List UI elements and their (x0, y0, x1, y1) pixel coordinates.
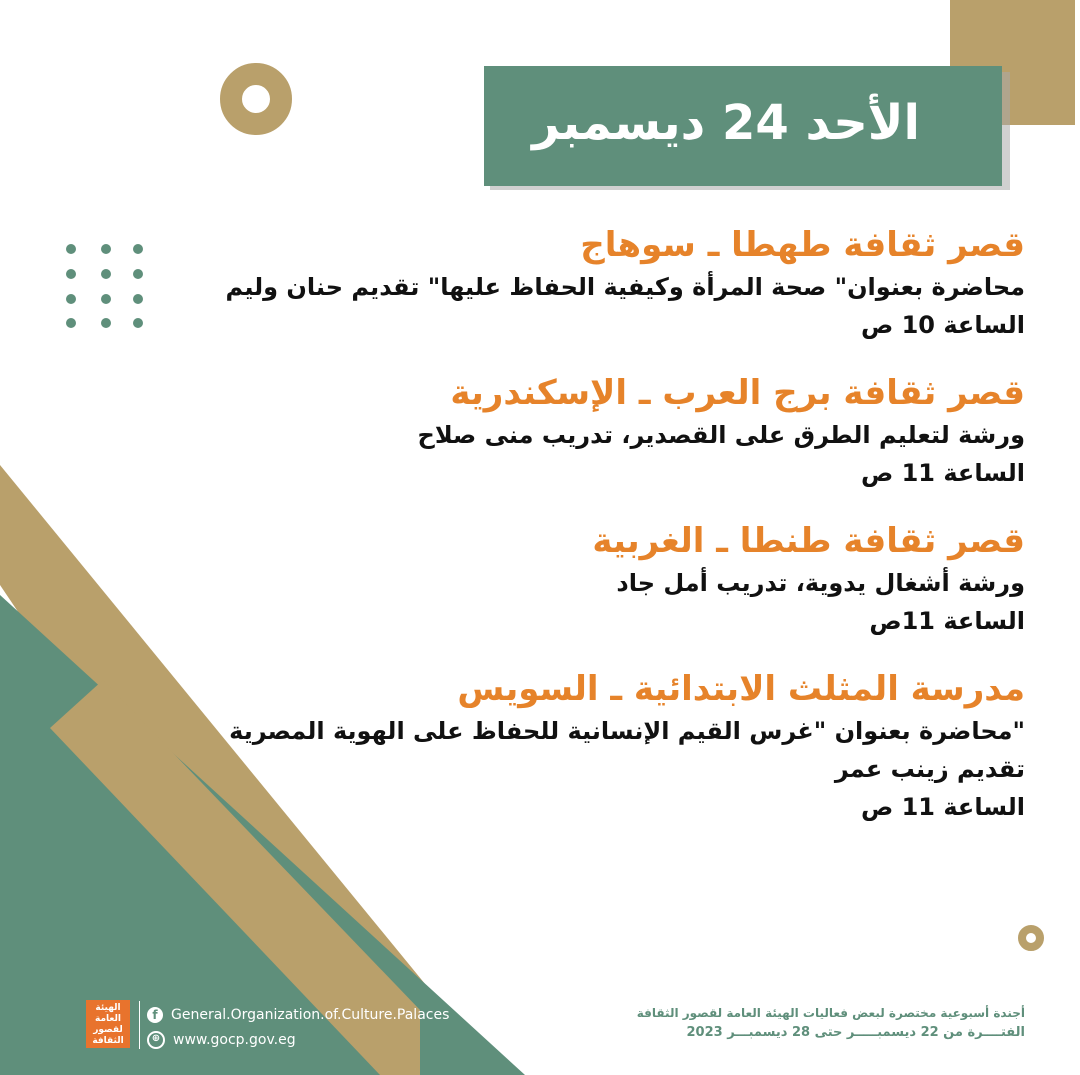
event-schedule (225, 222, 1025, 852)
event-presenter: تقديم زينب عمر (834, 755, 1025, 783)
dot (133, 244, 143, 254)
event-item (225, 666, 1025, 826)
event-time: الساعة 11ص (869, 607, 1025, 635)
event-venue: مدرسة المثلث الابتدائية ـ السويس (457, 669, 1025, 709)
event-item (225, 222, 1025, 344)
dot (66, 244, 76, 254)
event-time: الساعة 11 ص (860, 459, 1025, 487)
dot (101, 318, 111, 328)
ring-decoration-large (220, 63, 292, 135)
event-description: محاضرة بعنوان" صحة المرأة وكيفية الحفاظ عليها" تقديم حنان وليم (225, 273, 1025, 301)
dot (66, 269, 76, 279)
event-item (225, 370, 1025, 492)
event-description: ورشة لتعليم الطرق على القصدير، تدريب منى صلاح (417, 421, 1025, 449)
dot (66, 318, 76, 328)
organization-logo: الهيئة العامة لقصور الثقافة (86, 1000, 130, 1048)
agenda-period: الفتــــرة من 22 ديسمبـــــر حتى 28 ديسمبـــر 2023 (686, 1025, 1025, 1040)
dot (101, 294, 111, 304)
event-item (225, 518, 1025, 640)
event-time: الساعة 10 ص (860, 311, 1025, 339)
event-time: الساعة 11 ص (860, 793, 1025, 821)
website-link[interactable] (147, 1031, 296, 1049)
footer-divider (139, 1001, 140, 1049)
agenda-info (605, 1004, 1025, 1044)
dot (133, 269, 143, 279)
facebook-icon: f (147, 1007, 163, 1023)
dot (133, 294, 143, 304)
dot (133, 318, 143, 328)
globe-icon: ⊕ (147, 1031, 165, 1049)
facebook-link[interactable] (147, 1007, 449, 1023)
dot (66, 294, 76, 304)
dot (101, 269, 111, 279)
website-url: www.gocp.gov.eg (173, 1032, 296, 1048)
event-venue: قصر ثقافة طنطا ـ الغربية (592, 521, 1025, 561)
ring-decoration-small (1018, 925, 1044, 951)
event-venue: قصر ثقافة طهطا ـ سوهاج (580, 225, 1025, 265)
facebook-page-name: General.Organization.of.Culture.Palaces (171, 1007, 450, 1023)
event-venue: قصر ثقافة برج العرب ـ الإسكندرية (450, 373, 1025, 413)
dot (101, 244, 111, 254)
page-title: الأحد 24 ديسمبر (532, 95, 920, 151)
event-description: "محاضرة بعنوان "غرس القيم الإنسانية للحفاظ على الهوية المصرية (229, 717, 1025, 745)
agenda-title: أجندة أسبوعية مختصرة لبعض فعاليات الهيئة العامة لقصور الثقافة (636, 1006, 1025, 1020)
event-description: ورشة أشغال يدوية، تدريب أمل جاد (616, 569, 1025, 597)
